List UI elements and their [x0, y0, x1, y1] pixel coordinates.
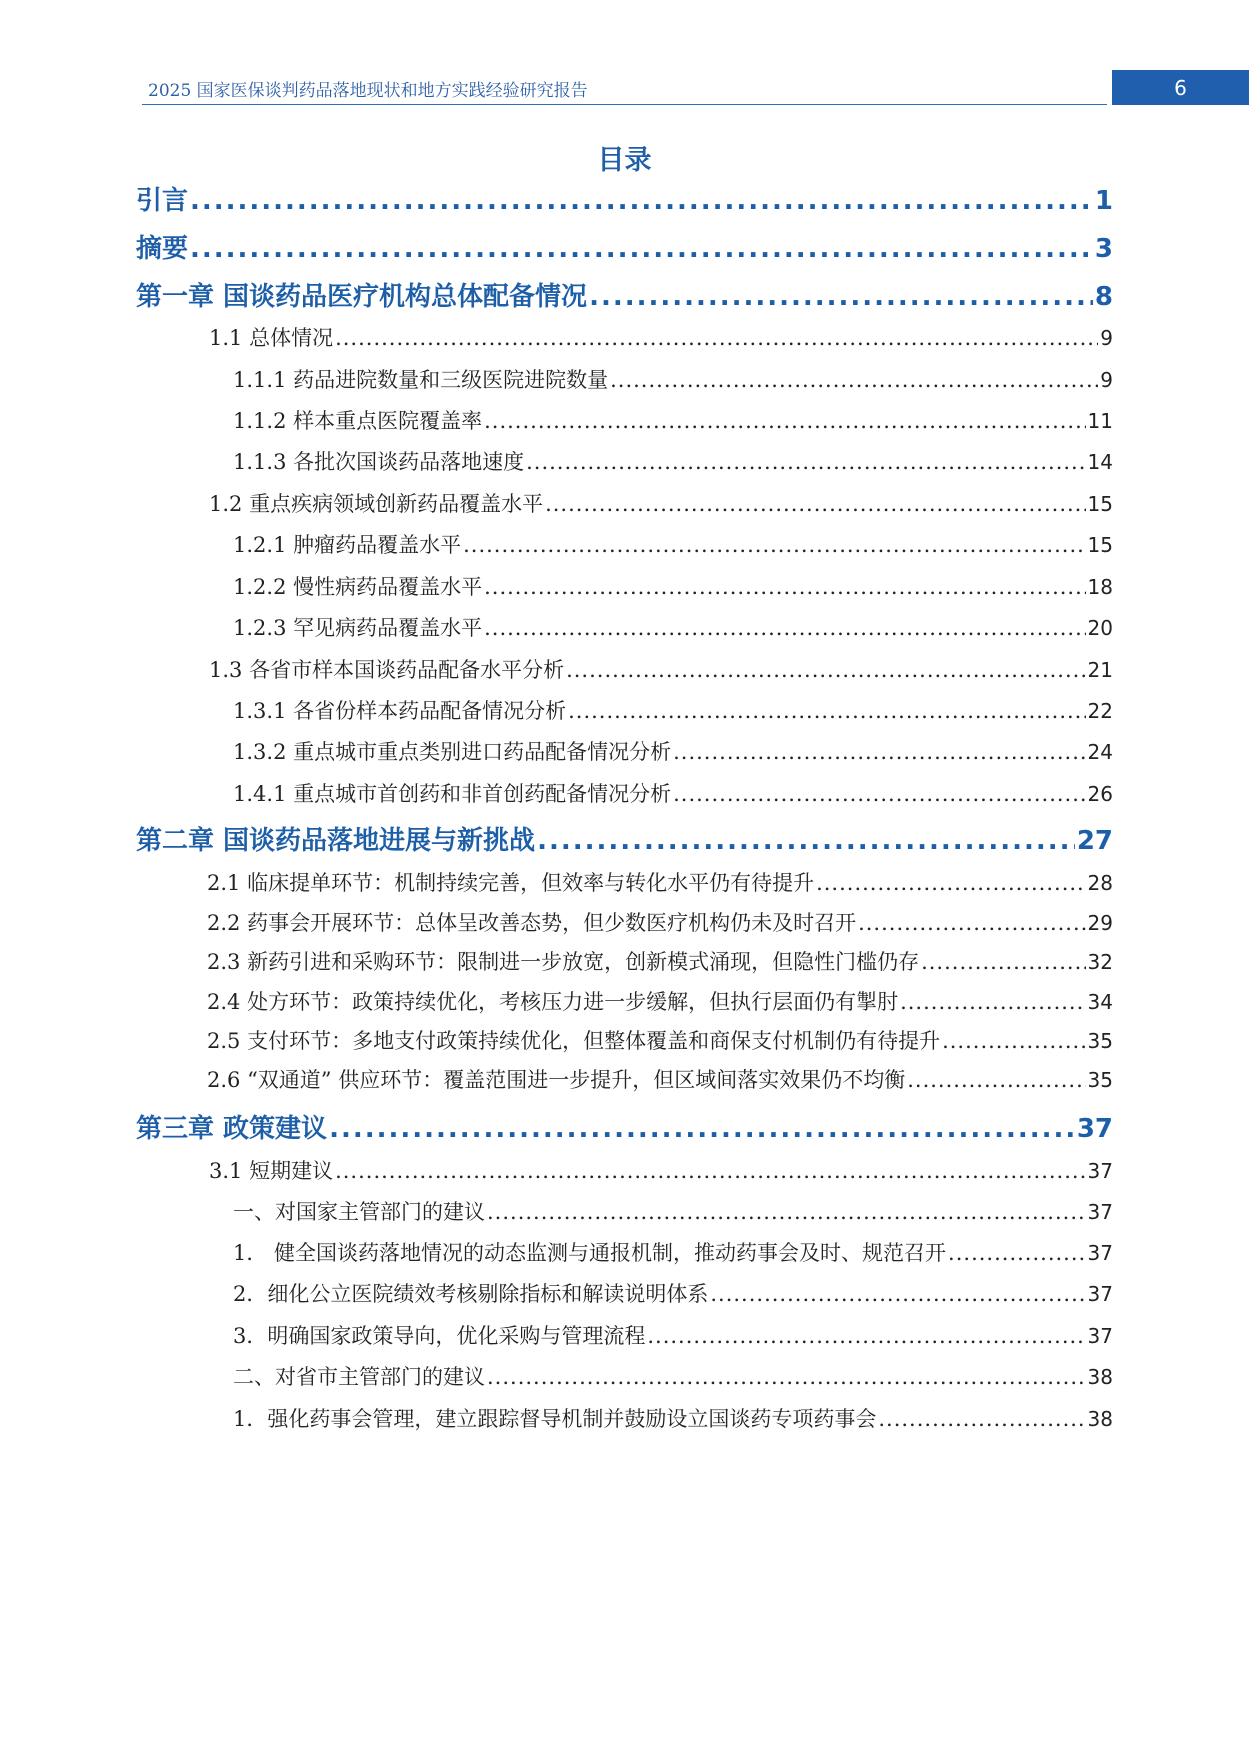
- toc-entry[interactable]: [207, 907, 1113, 937]
- toc-dot-leader: [673, 740, 1085, 764]
- toc-dot-leader: [673, 782, 1085, 806]
- toc-entry-label: 第二章 国谈药品落地进展与新挑战: [136, 826, 536, 856]
- toc-entry[interactable]: [233, 571, 1113, 601]
- toc-entry-label: 2.5 支付环节：多地支付政策持续优化，但整体覆盖和商保支付机制仍有待提升: [207, 1029, 941, 1053]
- toc-dot-leader: [329, 1114, 1075, 1144]
- toc-entry[interactable]: [233, 1196, 1113, 1226]
- toc-dot-leader: [537, 826, 1075, 856]
- toc-chapter-entry[interactable]: [136, 1108, 1113, 1145]
- toc-entry-label: 2.1 临床提单环节：机制持续完善，但效率与转化水平仍有待提升: [207, 871, 815, 895]
- toc-entry-page: 34: [1087, 990, 1113, 1014]
- toc-dot-leader: [647, 1324, 1085, 1348]
- toc-dot-leader: [487, 1200, 1086, 1224]
- toc-dot-leader: [545, 492, 1085, 516]
- toc-entry-page: 37: [1087, 1282, 1113, 1306]
- toc-entry[interactable]: [207, 986, 1113, 1016]
- toc-entry[interactable]: [233, 778, 1113, 808]
- toc-entry-page: 35: [1087, 1029, 1113, 1053]
- toc-entry-label: 2.2 药事会开展环节：总体呈改善态势，但少数医疗机构仍未及时召开: [207, 911, 857, 935]
- toc-entry-page: 15: [1087, 533, 1113, 557]
- toc-entry-label: 第三章 政策建议: [136, 1114, 328, 1144]
- toc-entry-page: 14: [1087, 450, 1113, 474]
- toc-dot-leader: [942, 1029, 1085, 1053]
- toc-entry-page: 22: [1087, 699, 1113, 723]
- toc-entry[interactable]: [207, 1064, 1113, 1094]
- toc-entry-label: 1.1.2 样本重点医院覆盖率: [233, 409, 483, 433]
- toc-dot-leader: [335, 1159, 1085, 1183]
- toc-entry-label: 一、对国家主管部门的建议: [233, 1200, 485, 1224]
- toc-entry[interactable]: [233, 529, 1113, 559]
- toc-dot-leader: [487, 1365, 1086, 1389]
- toc-entry[interactable]: [233, 1278, 1113, 1308]
- toc-entry-label: 1．强化药事会管理，建立跟踪督导机制并鼓励设立国谈药专项药事会: [233, 1407, 877, 1431]
- toc-entry-page: 37: [1087, 1159, 1113, 1183]
- toc-entry-page: 37: [1087, 1241, 1113, 1265]
- toc-dot-leader: [484, 616, 1085, 640]
- toc-dot-leader: [948, 1241, 1086, 1265]
- toc-entry[interactable]: [233, 446, 1113, 476]
- toc-entry-page: 38: [1087, 1407, 1113, 1431]
- toc-chapter-entry[interactable]: [136, 228, 1113, 265]
- toc-entry[interactable]: [233, 736, 1113, 766]
- toc-dot-leader: [484, 409, 1085, 433]
- toc-entry[interactable]: [207, 1025, 1113, 1055]
- toc-entry-label: 1.1 总体情况: [209, 326, 334, 350]
- toc-entry[interactable]: [209, 1155, 1113, 1185]
- toc-entry-page: 3: [1094, 234, 1113, 264]
- toc-entry-page: 20: [1087, 616, 1113, 640]
- toc-entry[interactable]: [233, 612, 1113, 642]
- toc-entry-label: 3．明确国家政策导向，优化采购与管理流程: [233, 1324, 646, 1348]
- toc-entry-label: 2.4 处方环节：政策持续优化，考核压力进一步缓解，但执行层面仍有掣肘: [207, 990, 899, 1014]
- toc-entry-label: 1.2.2 慢性病药品覆盖水平: [233, 575, 483, 599]
- toc-entry-label: 1.1.1 药品进院数量和三级医院进院数量: [233, 368, 609, 392]
- toc-dot-leader: [816, 871, 1085, 895]
- toc-entry-page: 32: [1087, 950, 1113, 974]
- toc-dot-leader: [907, 1068, 1085, 1092]
- toc-dot-leader: [190, 234, 1093, 264]
- toc-dot-leader: [335, 326, 1098, 350]
- toc-entry-page: 37: [1087, 1324, 1113, 1348]
- toc-entry-label: 1.2.1 肿瘤药品覆盖水平: [233, 533, 462, 557]
- toc-entry-page: 35: [1087, 1068, 1113, 1092]
- toc-title: 目录: [597, 145, 652, 176]
- toc-dot-leader: [568, 699, 1085, 723]
- toc-dot-leader: [484, 575, 1085, 599]
- toc-entry-label: 第一章 国谈药品医疗机构总体配备情况: [136, 282, 588, 312]
- toc-entry-page: 26: [1087, 782, 1113, 806]
- toc-entry-label: 1.3.1 各省份样本药品配备情况分析: [233, 699, 567, 723]
- toc-entry-label: 1.4.1 重点城市首创药和非首创药配备情况分析: [233, 782, 672, 806]
- toc-entry-page: 38: [1087, 1365, 1113, 1389]
- toc-entry-page: 18: [1087, 575, 1113, 599]
- toc-entry-page: 1: [1094, 186, 1113, 216]
- toc-dot-leader: [589, 282, 1093, 312]
- toc-dot-leader: [710, 1282, 1085, 1306]
- toc-entry-page: 29: [1087, 911, 1113, 935]
- toc-entry-label: 引言: [136, 186, 189, 216]
- toc-entry-label: 二、对省市主管部门的建议: [233, 1365, 485, 1389]
- toc-entry[interactable]: [207, 946, 1113, 976]
- toc-entry-label: 1.3.2 重点城市重点类别进口药品配备情况分析: [233, 740, 672, 764]
- report-header-title: 2025 国家医保谈判药品落地现状和地方实践经验研究报告: [148, 81, 588, 101]
- toc-entry-page: 15: [1087, 492, 1113, 516]
- toc-entry-page: 9: [1100, 326, 1113, 350]
- toc-dot-leader: [463, 533, 1085, 557]
- toc-dot-leader: [190, 186, 1093, 216]
- toc-entry-label: 1.2 重点疾病领域创新药品覆盖水平: [209, 492, 544, 516]
- toc-entry[interactable]: [209, 488, 1113, 518]
- toc-entry[interactable]: [233, 364, 1113, 394]
- toc-entry[interactable]: [233, 405, 1113, 435]
- toc-entry[interactable]: [233, 1403, 1113, 1433]
- toc-entry[interactable]: [233, 1320, 1113, 1350]
- toc-entry-label: 2.6 “双通道” 供应环节：覆盖范围进一步提升，但区域间落实效果仍不均衡: [207, 1068, 906, 1092]
- toc-entry[interactable]: [233, 695, 1113, 725]
- toc-dot-leader: [900, 990, 1085, 1014]
- toc-dot-leader: [921, 950, 1085, 974]
- toc-entry-page: 28: [1087, 871, 1113, 895]
- toc-entry-label: 2.3 新药引进和采购环节：限制进一步放宽，创新模式涌现，但隐性门槛仍存: [207, 950, 920, 974]
- toc-entry-label: 摘要: [136, 234, 189, 264]
- toc-entry-label: 1.2.3 罕见病药品覆盖水平: [233, 616, 483, 640]
- toc-entry-page: 21: [1087, 658, 1113, 682]
- toc-entry-page: 37: [1087, 1200, 1113, 1224]
- page-number-badge: 6: [1112, 70, 1249, 105]
- toc-dot-leader: [858, 911, 1085, 935]
- toc-entry[interactable]: [209, 654, 1113, 684]
- toc-dot-leader: [526, 450, 1085, 474]
- toc-entry-label: 3.1 短期建议: [209, 1159, 334, 1183]
- toc-dot-leader: [566, 658, 1085, 682]
- toc-entry-label: 1.3 各省市样本国谈药品配备水平分析: [209, 658, 565, 682]
- toc-chapter-entry[interactable]: [136, 820, 1113, 857]
- toc-entry[interactable]: [233, 1237, 1113, 1267]
- toc-dot-leader: [878, 1407, 1085, 1431]
- toc-entry-label: 2．细化公立医院绩效考核剔除指标和解读说明体系: [233, 1282, 709, 1306]
- toc-entry-label: 1.1.3 各批次国谈药品落地速度: [233, 450, 525, 474]
- toc-entry-label: 1． 健全国谈药落地情况的动态监测与通报机制，推动药事会及时、规范召开: [233, 1241, 947, 1265]
- toc-chapter-entry[interactable]: [136, 276, 1113, 313]
- toc-entry-page: 27: [1076, 826, 1113, 856]
- toc-chapter-entry[interactable]: [136, 180, 1113, 217]
- header-divider: [142, 104, 1107, 105]
- toc-entry-page: 24: [1087, 740, 1113, 764]
- toc-entry[interactable]: [207, 867, 1113, 897]
- toc-entry[interactable]: [233, 1361, 1113, 1391]
- toc-entry[interactable]: [209, 322, 1113, 352]
- toc-entry-page: 37: [1076, 1114, 1113, 1144]
- toc-entry-page: 8: [1094, 282, 1113, 312]
- toc-entry-page: 11: [1087, 409, 1113, 433]
- toc-dot-leader: [610, 368, 1098, 392]
- toc-entry-page: 9: [1100, 368, 1113, 392]
